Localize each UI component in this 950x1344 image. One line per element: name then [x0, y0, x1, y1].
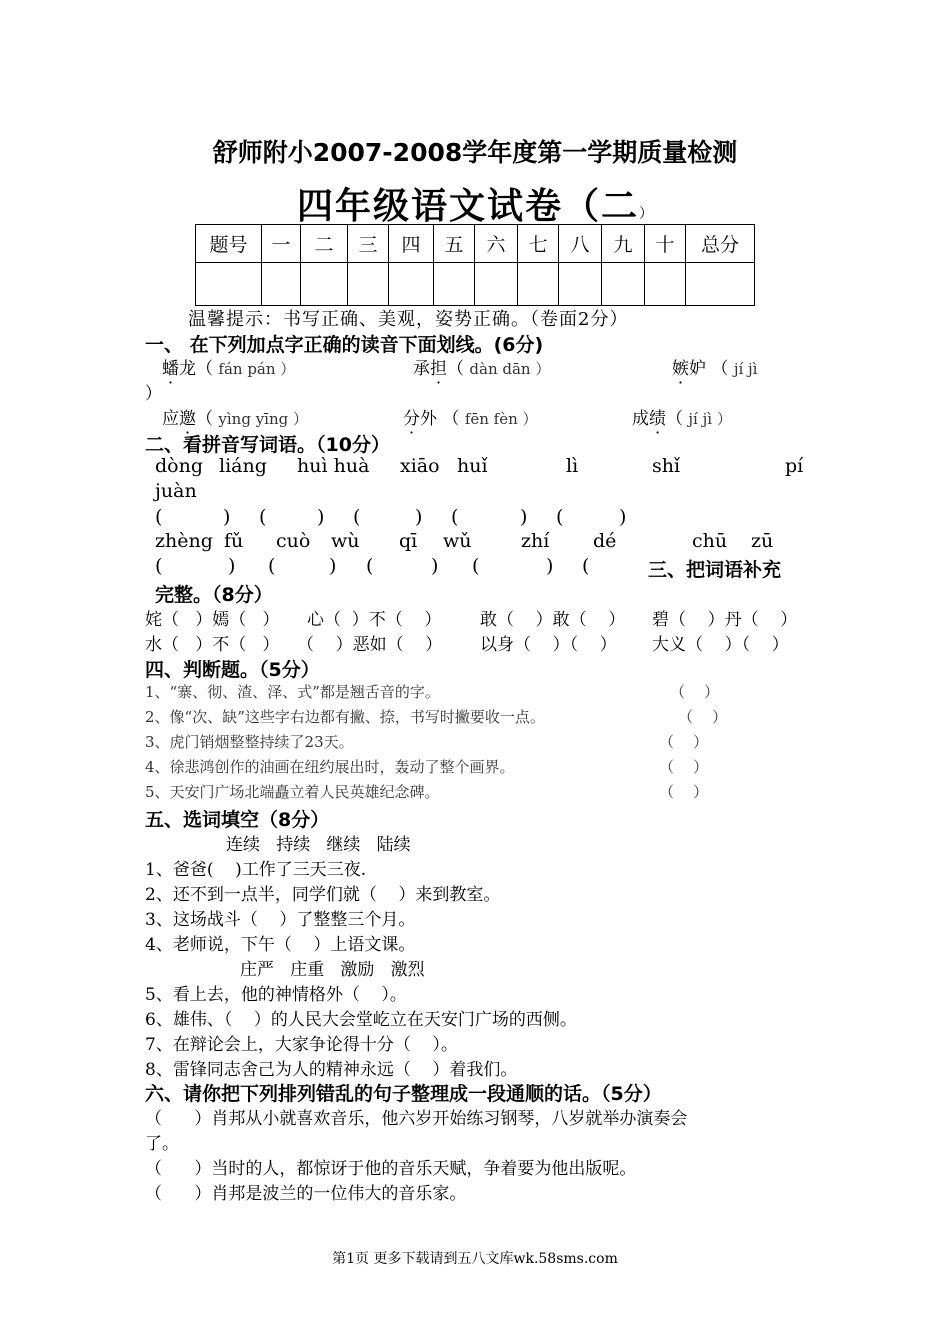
- pinyin: liáng: [219, 455, 267, 477]
- score-input-cell[interactable]: [434, 263, 475, 306]
- section-2-title: 二、看拼音写词语。（10分）: [145, 434, 390, 456]
- pinyin: pí: [785, 455, 804, 477]
- choice-item: 3、这场战斗（ ）了整整三个月。: [145, 910, 416, 930]
- pinyin: shǐ: [652, 455, 681, 477]
- score-input-cell[interactable]: [686, 263, 755, 306]
- score-cell: 九: [602, 225, 645, 263]
- judge-item: 5、天安门广场北端矗立着人民英雄纪念碑。: [145, 783, 440, 801]
- fill-word[interactable]: 以身（ ）（ ）: [480, 635, 617, 655]
- answer-paren[interactable]: ): [415, 506, 423, 528]
- s1-item: 承担（ dàn dān ）: [413, 359, 551, 379]
- pinyin: fǔ: [224, 530, 244, 552]
- answer-paren[interactable]: ): [546, 555, 554, 577]
- score-cell: 七: [518, 225, 559, 263]
- score-input-cell[interactable]: [262, 263, 301, 306]
- choice-item: 4、老师说，下午（ ）上语文课。: [145, 935, 416, 955]
- judge-blank[interactable]: （ ）: [659, 733, 709, 751]
- judge-blank[interactable]: （ ）: [670, 683, 720, 701]
- judge-item: 2、像“次、缺”这些字右边都有撇、捺，书写时撇要收一点。: [145, 708, 545, 726]
- pinyin: dé: [593, 530, 617, 552]
- score-table: [195, 224, 755, 306]
- page-footer: 第1页 更多下载请到五八文库wk.58sms.com: [332, 1251, 618, 1267]
- fill-word[interactable]: 碧（ ）丹（ ）: [652, 610, 798, 630]
- fill-word[interactable]: 心（ ）不（ ）: [307, 610, 442, 630]
- choice-item: 1、爸爸( )工作了三天三夜.: [145, 860, 367, 880]
- score-cell: 五: [434, 225, 475, 263]
- score-cell: 总分: [686, 225, 755, 263]
- pinyin: juàn: [155, 480, 197, 502]
- score-input-cell[interactable]: [645, 263, 686, 306]
- pinyin: zhí: [521, 530, 550, 552]
- section-3-title: 三、把词语补充: [648, 559, 782, 581]
- judge-blank[interactable]: （ ）: [659, 783, 709, 801]
- judge-item: 1、“寨、彻、渣、泽、式”都是翘舌音的字。: [145, 683, 440, 701]
- pinyin: zhèng: [155, 530, 213, 552]
- answer-paren[interactable]: ): [431, 555, 439, 577]
- word-options: 连续 持续 继续 陆续: [226, 835, 411, 855]
- score-cell: 十: [645, 225, 686, 263]
- fill-word[interactable]: 姹（ ）嫣（ ）: [145, 610, 280, 630]
- score-cell: 六: [475, 225, 518, 263]
- score-input-cell[interactable]: [559, 263, 602, 306]
- answer-paren[interactable]: (: [582, 555, 590, 577]
- pinyin: qī: [399, 530, 418, 552]
- answer-paren[interactable]: (: [472, 555, 480, 577]
- score-cell: 三: [348, 225, 389, 263]
- score-input-cell[interactable]: [389, 263, 434, 306]
- section-5-title: 五、选词填空（8分）: [145, 809, 330, 831]
- fill-word[interactable]: 水（ ）不（ ）: [145, 635, 280, 655]
- score-input-cell[interactable]: [196, 263, 262, 306]
- answer-paren[interactable]: (: [556, 506, 564, 528]
- pinyin: wù: [331, 530, 360, 552]
- pinyin: huǐ: [457, 455, 488, 477]
- choice-item: 5、看上去，他的神情格外（ ）。: [145, 985, 407, 1005]
- s1-item: 成绩（ jí jì ）: [632, 409, 732, 429]
- score-input-cell[interactable]: [518, 263, 559, 306]
- pinyin: wǔ: [443, 530, 472, 552]
- s1-item: 分外 （ fēn fèn ）: [403, 409, 538, 429]
- s1-item-tail: ）: [145, 384, 162, 404]
- fill-word[interactable]: （ ）恶如（ ）: [297, 635, 443, 655]
- answer-paren[interactable]: (: [366, 555, 374, 577]
- answer-paren[interactable]: ): [223, 506, 231, 528]
- score-table-blank-row[interactable]: [196, 263, 755, 306]
- answer-paren[interactable]: ): [619, 506, 627, 528]
- pinyin: huì huà: [297, 455, 370, 477]
- word-options: 庄严 庄重 激励 激烈: [240, 960, 425, 980]
- sentence-item-cont: 了。: [145, 1134, 179, 1154]
- section-6-title: 六、请你把下列排列错乱的句子整理成一段通顺的话。（5分）: [145, 1083, 662, 1105]
- s1-item: 应邀（ yìng yīng ）: [162, 409, 309, 429]
- answer-paren[interactable]: ): [228, 555, 236, 577]
- choice-item: 2、还不到一点半，同学们就（ ）来到教室。: [145, 885, 501, 905]
- answer-paren[interactable]: ): [520, 506, 528, 528]
- fill-word[interactable]: 敢（ ）敢（ ）: [480, 610, 626, 630]
- sentence-item: （ ）当时的人，都惊讶于他的音乐天赋，争着要为他出版呢。: [145, 1159, 637, 1179]
- pinyin: chū: [692, 530, 728, 552]
- answer-paren[interactable]: (: [155, 506, 163, 528]
- score-table-header-row: [196, 225, 755, 263]
- pinyin: xiāo: [400, 455, 440, 477]
- s1-item: 嫉妒 （ jí jì: [672, 359, 758, 379]
- section-4-title: 四、判断题。（5分）: [145, 659, 320, 681]
- judge-item: 4、徐悲鸿创作的油画在纽约展出时，轰动了整个画界。: [145, 758, 515, 776]
- exam-subtitle: 四年级语文试卷（二）: [296, 185, 653, 227]
- sentence-item: （ ）肖邦是波兰的一位伟大的音乐家。: [145, 1184, 467, 1204]
- answer-paren[interactable]: (: [268, 555, 276, 577]
- judge-blank[interactable]: （ ）: [678, 708, 728, 726]
- sentence-item: （ ）肖邦从小就喜欢音乐，他六岁开始练习钢琴，八岁就举办演奏会: [145, 1109, 688, 1129]
- pinyin: lì: [566, 455, 579, 477]
- answer-paren[interactable]: ): [317, 506, 325, 528]
- score-input-cell[interactable]: [602, 263, 645, 306]
- pinyin: zū: [751, 530, 774, 552]
- score-cell: 一: [262, 225, 301, 263]
- choice-item: 7、在辩论会上，大家争论得十分（ ）。: [145, 1035, 458, 1055]
- exam-title: 舒师附小2007-2008学年度第一学期质量检测: [212, 138, 738, 167]
- section-1-title: 一、 在下列加点字正确的读音下面划线。(6分): [145, 334, 544, 356]
- tip-text: 温馨提示：书写正确、美观，姿势正确。（卷面2分）: [188, 309, 629, 330]
- score-cell: 八: [559, 225, 602, 263]
- score-cell: 四: [389, 225, 434, 263]
- answer-paren[interactable]: (: [259, 506, 267, 528]
- judge-blank[interactable]: （ ）: [659, 758, 709, 776]
- judge-item: 3、虎门销烟整整持续了23天。: [145, 733, 354, 751]
- score-input-cell[interactable]: [301, 263, 348, 306]
- pinyin: cuò: [276, 530, 311, 552]
- choice-item: 6、雄伟、（ ）的人民大会堂屹立在天安门广场的西侧。: [145, 1010, 577, 1030]
- answer-paren[interactable]: (: [451, 506, 459, 528]
- section-3-title-cont: 完整。（8分）: [155, 584, 273, 606]
- pinyin: dòng: [155, 455, 204, 477]
- score-cell: 题号: [196, 225, 262, 263]
- fill-word[interactable]: 大义（ ）（ ）: [652, 635, 789, 655]
- score-input-cell[interactable]: [348, 263, 389, 306]
- score-cell: 二: [301, 225, 348, 263]
- choice-item: 8、雷锋同志舍己为人的精神永远（ ）着我们。: [145, 1060, 518, 1080]
- answer-paren[interactable]: ): [329, 555, 337, 577]
- answer-paren[interactable]: (: [353, 506, 361, 528]
- answer-paren[interactable]: (: [155, 555, 163, 577]
- s1-item: 蟠龙（ fán pán ）: [162, 359, 296, 379]
- score-input-cell[interactable]: [475, 263, 518, 306]
